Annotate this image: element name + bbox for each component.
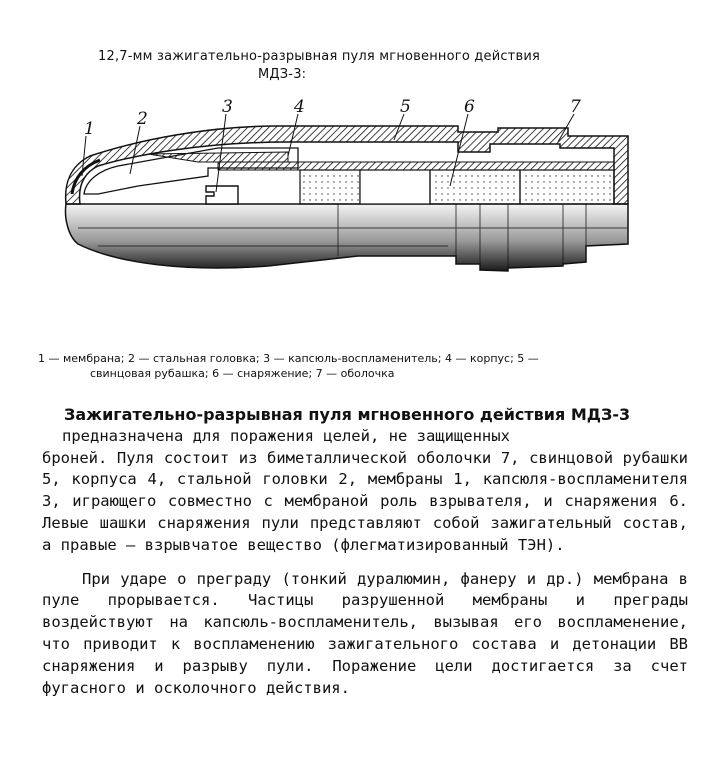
paragraph-2-text: При ударе о преграду (тонкий дуралюмин, фанеру и др.) мембрана в пуле прорывается. Частицы разрушенной мембраны и преграды воздействуют на капсюль-воспламенитель, вызывая его воспламенение, что приводит к воспламенению зажигательного состава и детонации ВВ снаряжения и разрыву пули. Поражение цели достигается за счет фугасного и осколочного действия.	[42, 569, 688, 697]
callout-1: 1	[84, 119, 95, 139]
paragraph-1-line-2: предназначена для поражения целей, не защищенных	[62, 426, 510, 445]
title-line-1: 12,7-мм зажигательно-разрывная пуля мгновенного действия	[98, 49, 540, 64]
paragraph-1	[42, 404, 688, 557]
title-line-2: МДЗ-3:	[258, 67, 307, 82]
callout-3: 3	[222, 97, 233, 117]
body-text	[42, 404, 688, 699]
charge-right-2	[520, 170, 614, 204]
igniter-cap	[206, 186, 238, 204]
legend-line-1: 1 — мембрана; 2 — стальная головка; 3 — капсюль-воспламенитель; 4 — корпус; 5 —	[38, 352, 539, 365]
callout-6: 6	[464, 97, 475, 117]
bullet-cross-section	[38, 96, 678, 306]
paragraph-1-lead: Зажигательно-разрывная пуля мгновенного действия МДЗ-3	[64, 405, 631, 424]
bullet-diagram	[38, 96, 678, 306]
callout-7: 7	[570, 97, 581, 117]
document-title	[98, 48, 658, 84]
paragraph-1-rest: броней. Пуля состоит из биметаллической оболочки 7, свинцовой рубашки 5, корпуса 4, стальной головки 2, мембраны 1, капсюля-воспламенителя 3, играющего совместно с мембраной роль взрывателя, и снаряжения 6. Левые шашки снаряжения пули представляют собой зажигательный состав, а правые — взрывчатое вещество (флегматизированный ТЭН).	[42, 448, 688, 554]
callout-2: 2	[137, 109, 148, 129]
callout-5: 5	[400, 97, 411, 117]
charge-right-1	[430, 170, 520, 204]
charge-left-2	[360, 170, 430, 204]
paragraph-2	[42, 569, 688, 700]
bullet-exterior-lower	[66, 204, 629, 271]
bullet-body	[218, 162, 614, 170]
figure-legend	[38, 351, 678, 381]
legend-line-2: свинцовая рубашка; 6 — снаряжение; 7 — оболочка	[90, 367, 395, 380]
charge-left-1	[300, 170, 360, 204]
callout-4: 4	[294, 97, 305, 117]
